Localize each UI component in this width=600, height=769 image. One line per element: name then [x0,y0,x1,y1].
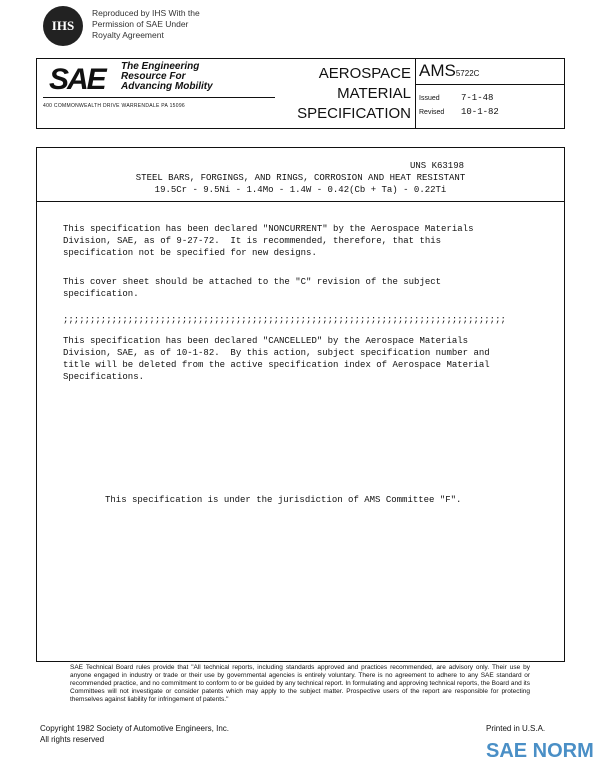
revised-label: Revised [419,109,445,116]
notice-line: Royalty Agreement [92,30,164,40]
address: 400 COMMONWEALTH DRIVE WARRENDALE PA 15096 [43,103,185,109]
copyright [40,723,229,745]
ihs-logo: IHS [43,6,83,46]
notice-line: Permission of SAE Under [92,19,189,29]
document-body [36,147,565,662]
ams-prefix: AMS [419,61,456,80]
sae-logo: SAE [49,63,105,96]
uns-number: UNS K63198 [409,161,464,171]
divider [415,59,416,128]
revised-date: 10-1-82 [461,107,499,117]
rights-line: All rights reserved [40,735,105,744]
date-values [461,91,499,119]
legal-notice: SAE Technical Board rules provide that "All technical reports, including standards approved and practices recommended, are advisory only. Their use by anyone engaged in industry or trade or their use by governmental agencies is entirely voluntary. There is no agreement to adhere to any SAE standard or recommended practice, and no commitment to conform to or be guided by any technical report. In formulating and approving technical reports, the Board and its Committees will not investigate or consider patents which may apply to the subject matter. Prospective users of the report are responsible for protecting themselves against liability for infringement of patents." [70,664,530,703]
divider [37,201,564,202]
doc-type-line: SPECIFICATION [297,105,411,122]
tagline-line: Advancing Mobility [121,81,213,92]
spec-number [419,61,479,81]
reproduction-notice [92,8,200,41]
divider [415,84,564,85]
document-type [291,64,411,124]
issued-label: Issued [419,95,440,102]
noncurrent-paragraph: This specification has been declared "NONCURRENT" by the Aerospace Materials Division, SAE, as of 9-27-72. It is recommended, therefore, that this specification not be specified for new designs. [63,224,474,258]
tagline-line: The Engineering [121,61,200,72]
spec-title: STEEL BARS, FORGINGS, AND RINGS, CORROSION AND HEAT RESISTANT [135,173,466,183]
date-labels [419,92,444,120]
ams-number: 5722C [455,69,480,78]
sae-tagline [121,62,213,92]
cover-sheet-paragraph: This cover sheet should be attached to the "C" revision of the subject specification. [63,277,442,299]
spec-composition: 19.5Cr - 9.5Ni - 1.4Mo - 1.4W - 0.42(Cb + Ta) - 0.22Ti [154,185,447,195]
doc-type-line: MATERIAL [337,85,411,102]
document-header [36,58,565,129]
semicolon-divider: ;;;;;;;;;;;;;;;;;;;;;;;;;;;;;;;;;;;;;;;;;;;;;;;;;;;;;;;;;;;;;;;;;;;;;;;;;;;;;;;;;; [63,315,506,325]
copyright-line: Copyright 1982 Society of Automotive Engineers, Inc. [40,724,229,733]
notice-line: Reproduced by IHS With the [92,8,200,18]
cancelled-paragraph: This specification has been declared "CANCELLED" by the Aerospace Materials Division, SAE, as of 10-1-82. By this action, subject specification number and title will be deleted from the active specification index of Aerospace Material Specifications. [63,336,490,382]
sae-norm-watermark: SAE NORM [486,740,594,762]
jurisdiction-paragraph: This specification is under the jurisdiction of AMS Committee "F". [105,495,462,505]
tagline-line: Resource For [121,71,186,82]
divider [43,97,275,98]
doc-type-line: AEROSPACE [318,65,411,82]
printed-in: Printed in U.S.A. [486,724,546,733]
issued-date: 7-1-48 [461,93,494,103]
